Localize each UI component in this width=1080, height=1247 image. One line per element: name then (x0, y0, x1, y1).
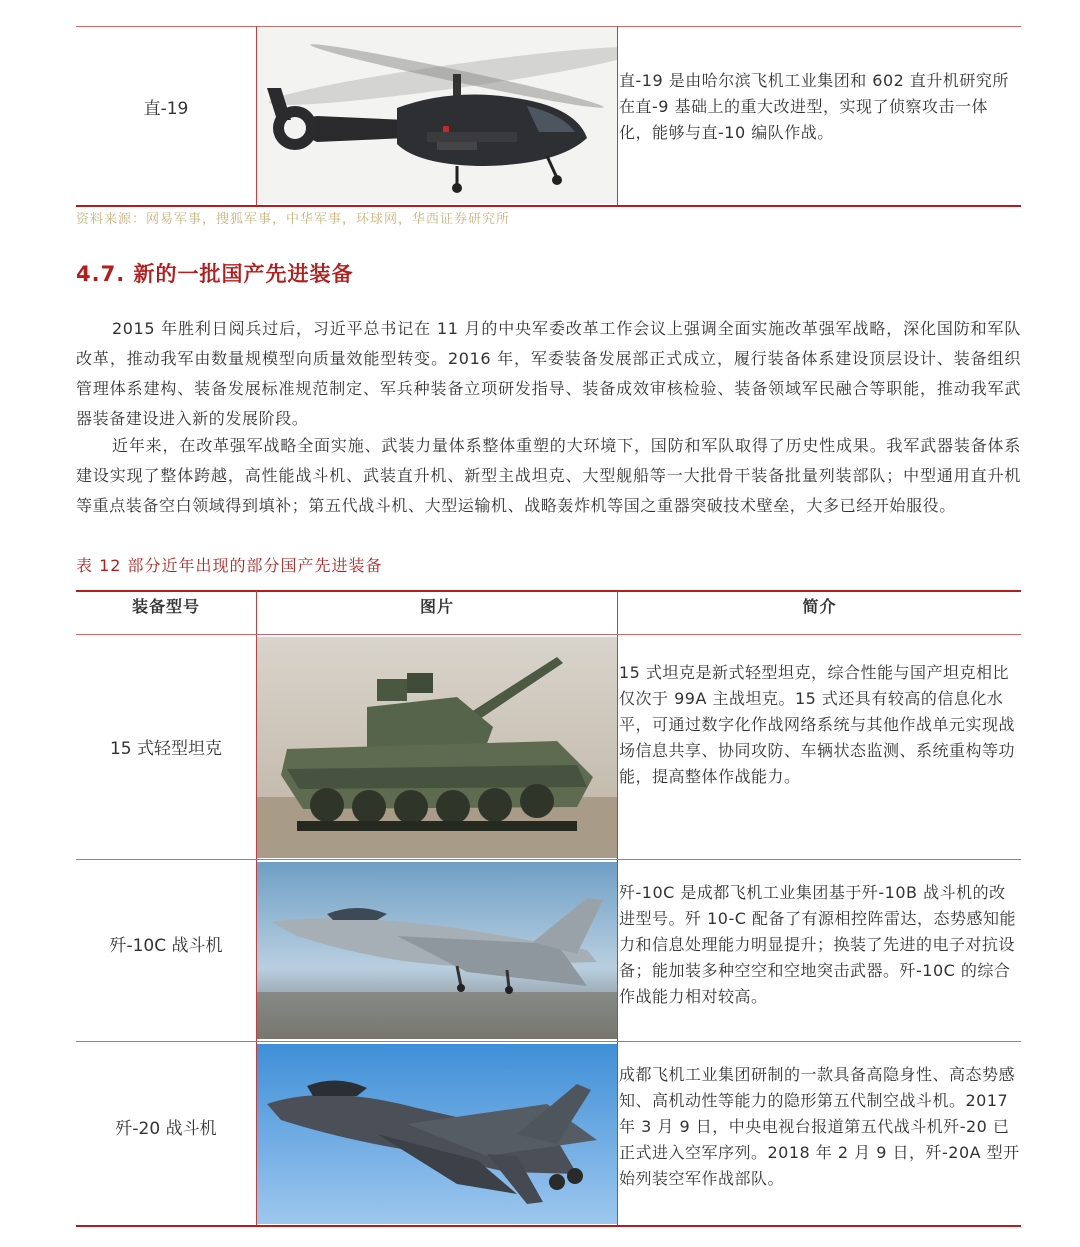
header-bottom-border (76, 634, 1021, 635)
j10c-photo (257, 862, 617, 1039)
header-summary: 简介 (802, 597, 837, 616)
helicopter-icon (257, 28, 617, 204)
table-bottom-border (76, 1225, 1021, 1227)
table-top-border (76, 590, 1021, 592)
j20-photo (257, 1044, 617, 1224)
paragraph-2: 近年来，在改革强军战略全面实施、武装力量体系整体重塑的大环境下，国防和军队取得了历史性成果。我军武器装备体系建设实现了整体跨越，高性能战斗机、武装直升机、新型主战坦克、大型舰船等一大批骨干装备批量列装部队；中型通用直升机等重点装备空白领域得到填补；第五代战斗机、大型运输机、战略轰炸机等国之重器突破技术壁垒，大多已经开始服役。 (76, 436, 1021, 515)
row-3-name: 歼-20 战斗机 (115, 1118, 217, 1139)
row-1-name: 15 式轻型坦克 (109, 738, 223, 759)
tank-icon (257, 637, 617, 858)
top-row-name: 直-19 (143, 98, 189, 119)
row-2-bottom-border (76, 1041, 1021, 1042)
row-3-description: 成都飞机工业集团研制的一款具备高隐身性、高态势感知、高机动性等能力的隐形第五代制空战斗机。2017 年 3 月 9 日，中央电视台报道第五代战斗机歼-20 已正式进入空军序列。2018 年 2 月 9 日，歼-20A 型开始列装空军作战部队。 (619, 1065, 1020, 1188)
row-1-bottom-border (76, 859, 1021, 860)
source-note: 资料来源：网易军事，搜狐军事，中华军事，环球网，华西证券研究所 (76, 212, 511, 227)
stealth-fighter-icon (257, 1044, 617, 1224)
top-row-description: 直-19 是由哈尔滨飞机工业集团和 602 直升机研究所在直-9 基础上的重大改进型，实现了侦察攻击一体化，能够与直-10 编队作战。 (619, 71, 1009, 142)
row-1-description: 15 式坦克是新式轻型坦克，综合性能与国产坦克相比仅次于 99A 主战坦克。15 式还具有较高的信息化水平，可通过数字化作战网络系统与其他作战单元实现战场信息共享、协同攻防、车辆状态监测、系统重构等功能，提高整体作战能力。 (619, 663, 1016, 786)
row-2-description: 歼-10C 是成都飞机工业集团基于歼-10B 战斗机的改进型号。歼 10-C 配备了有源相控阵雷达，态势感知能力和信息处理能力明显提升；换装了先进的电子对抗设备；能加装多种空空和空地突击武器。歼-10C 的综合作战能力相对较高。 (619, 883, 1016, 1006)
helicopter-photo (257, 28, 617, 204)
paragraph-1: 2015 年胜利日阅兵过后，习近平总书记在 11 月的中央军委改革工作会议上强调全面实施改革强军战略，深化国防和军队改革，推动我军由数量规模型向质量效能型转变。2016 年，军委装备发展部正式成立，履行装备体系建设顶层设计、装备组织管理体系建构、装备发展标准规范制定、军兵种装备立项研发指导、装备成效审核检验、装备领域军民融合等职能，推动我军武器装备建设进入新的发展阶段。 (76, 319, 1021, 428)
table-caption: 表 12 部分近年出现的部分国产先进装备 (76, 556, 383, 575)
tank-photo (257, 637, 617, 858)
header-model: 装备型号 (131, 597, 200, 616)
fighter-jet-icon (257, 862, 617, 1039)
table-divider-right (617, 591, 618, 1225)
section-title: 4.7. 新的一批国产先进装备 (76, 262, 354, 286)
row-2-name: 歼-10C 战斗机 (109, 935, 223, 956)
header-image: 图片 (419, 597, 454, 616)
top-row-bottom-border (76, 205, 1021, 207)
top-row-divider-right (617, 26, 618, 206)
